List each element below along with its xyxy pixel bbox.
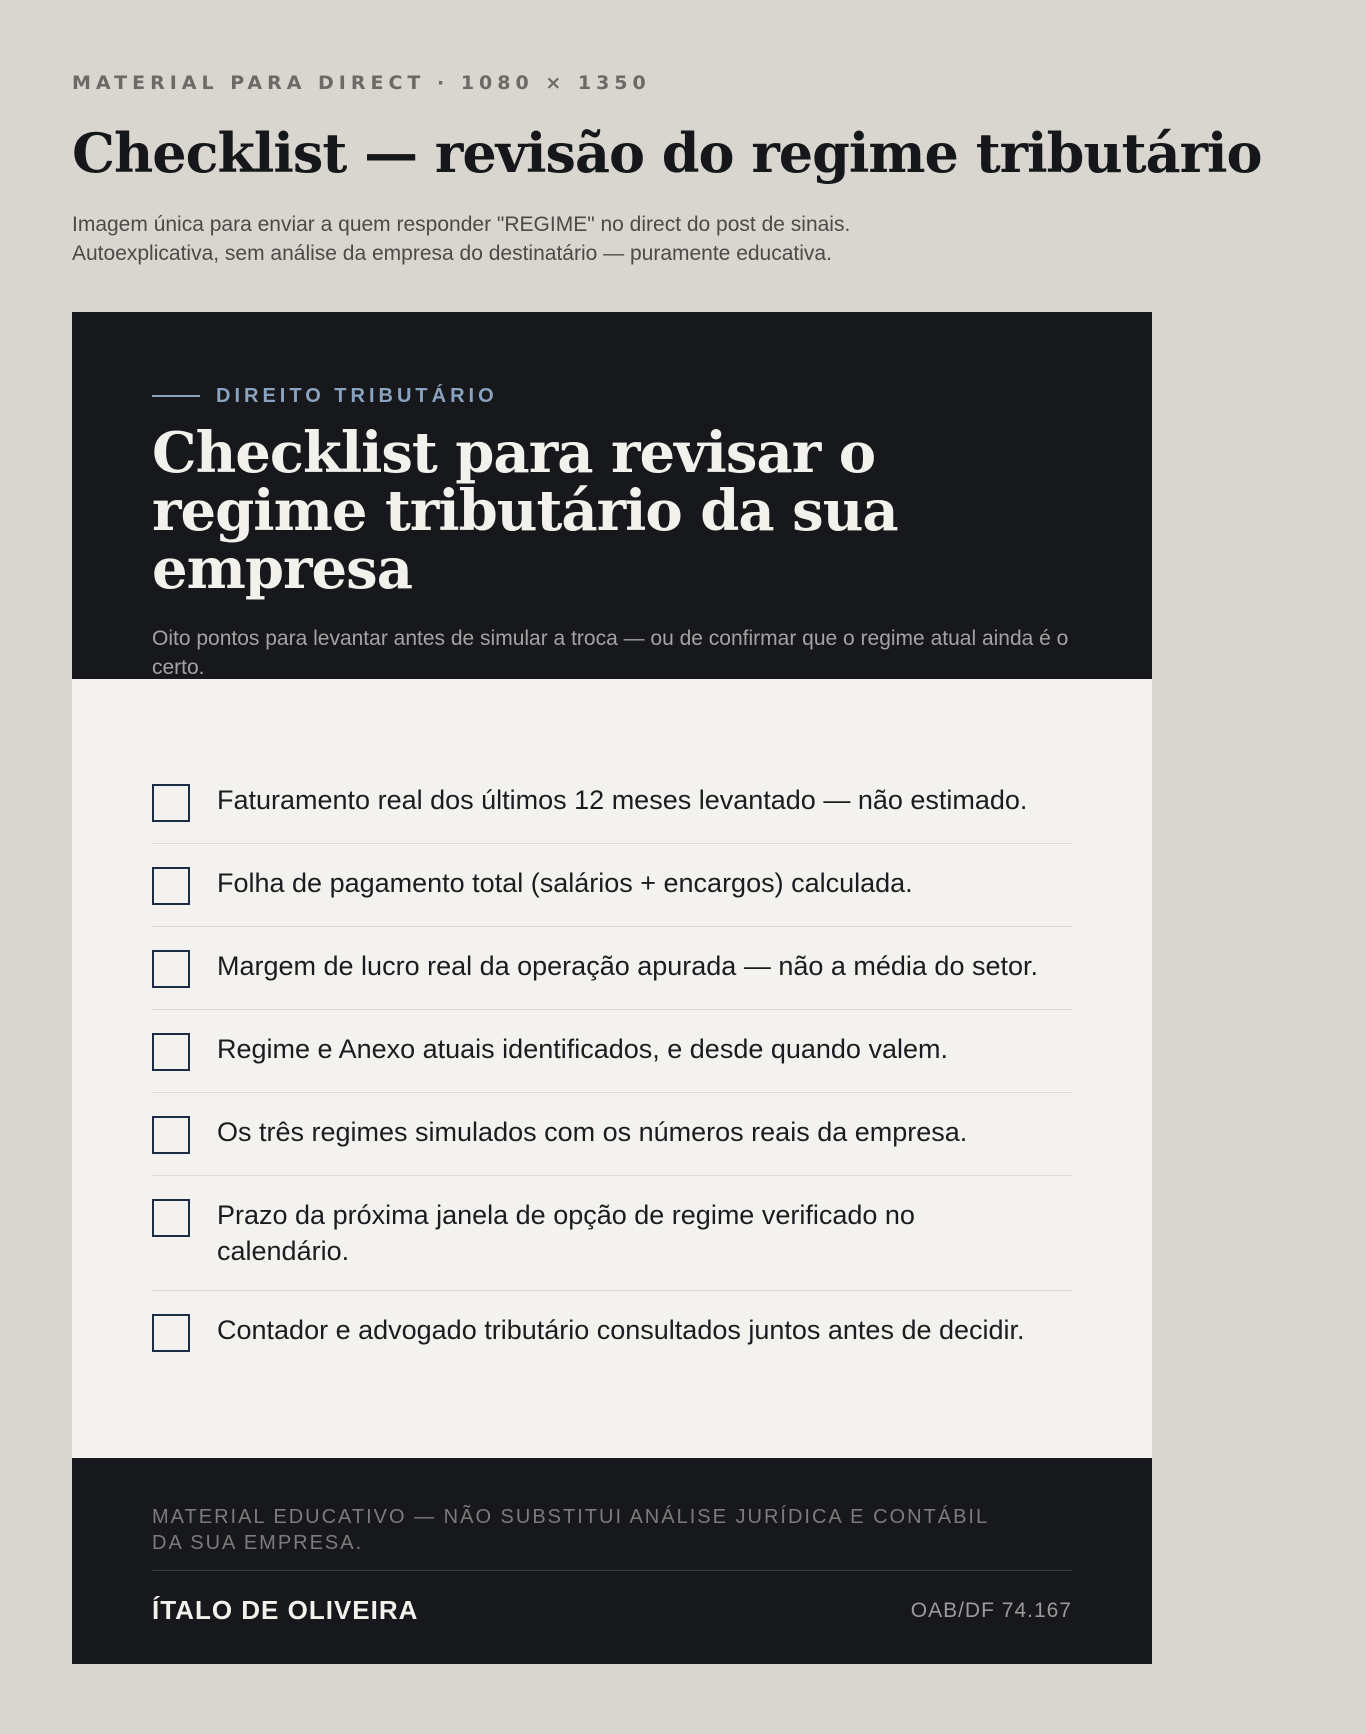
card-kicker: DIREITO TRIBUTÁRIO [216, 384, 498, 407]
disclaimer: MATERIAL EDUCATIVO — NÃO SUBSTITUI ANÁLISE JURÍDICA E CONTÁBIL DA SUA EMPRESA. [152, 1506, 989, 1554]
checklist-item-text: Margem de lucro real da operação apurada — não a média do setor. [217, 951, 1038, 981]
checklist-item [152, 856, 1072, 927]
checklist-card [72, 312, 1152, 1664]
checkbox[interactable] [152, 867, 190, 905]
checklist-item [152, 1188, 1072, 1291]
checkbox[interactable] [152, 1314, 190, 1352]
footer-divider [152, 1570, 1072, 1571]
checklist-item [152, 1303, 1072, 1373]
checklist-item [152, 1022, 1072, 1093]
page-title: Checklist — revisão do regime tributário [72, 121, 1262, 185]
checklist-item-text: Regime e Anexo atuais identificados, e desde quando valem. [217, 1034, 948, 1064]
checklist-item [152, 939, 1072, 1010]
card-header [72, 312, 1152, 679]
checklist [72, 679, 1152, 1458]
checklist-item-text: Prazo da próxima janela de opção de regime verificado no calendário. [217, 1200, 915, 1266]
checkbox[interactable] [152, 1033, 190, 1071]
material-eyebrow: MATERIAL PARA DIRECT · 1080 × 1350 [72, 72, 651, 94]
checkbox[interactable] [152, 784, 190, 822]
checkbox[interactable] [152, 1116, 190, 1154]
card-title: Checklist para revisar o regime tributário da sua empresa [152, 420, 898, 602]
card-description: Oito pontos para levantar antes de simular a troca — ou de confirmar que o regime atual ainda é o certo. [152, 627, 1069, 679]
author-name: ÍTALO DE OLIVEIRA [152, 1595, 419, 1625]
checklist-item-text: Contador e advogado tributário consultados juntos antes de decidir. [217, 1315, 1025, 1345]
page-description: Imagem única para enviar a quem responder "REGIME" no direct do post de sinais. Autoexplicativa, sem análise da empresa do destinatário — puramente educativa. [72, 213, 851, 265]
checklist-item-text: Faturamento real dos últimos 12 meses levantado — não estimado. [217, 785, 1028, 815]
card-footer [72, 1458, 1152, 1664]
signature-row [152, 1595, 1072, 1626]
oab-registration: OAB/DF 74.167 [910, 1598, 1072, 1622]
checklist-item [152, 773, 1072, 844]
kicker-row [152, 384, 1072, 408]
checkbox[interactable] [152, 950, 190, 988]
checklist-item-text: Folha de pagamento total (salários + encargos) calculada. [217, 868, 913, 898]
checklist-item-text: Os três regimes simulados com os números reais da empresa. [217, 1117, 968, 1147]
checkbox[interactable] [152, 1199, 190, 1237]
kicker-rule [152, 395, 200, 397]
checklist-item [152, 1105, 1072, 1176]
